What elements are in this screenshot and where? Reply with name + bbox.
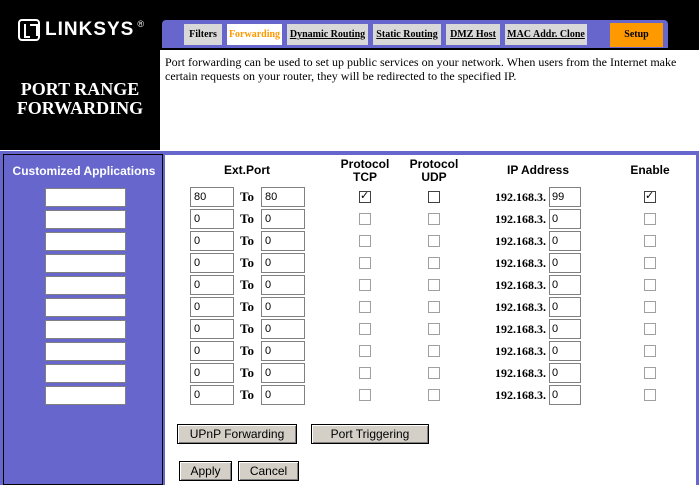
protocol-tcp-checkbox[interactable]	[359, 257, 371, 269]
application-name-input[interactable]	[45, 188, 126, 207]
ip-last-octet-input[interactable]: 99	[549, 187, 581, 207]
protocol-tcp-checkbox[interactable]	[359, 367, 371, 379]
tab-dmz-host[interactable]: DMZ Host	[446, 24, 500, 45]
protocol-tcp-checkbox[interactable]	[359, 191, 371, 203]
customized-applications-header: Customized Applications	[12, 164, 156, 178]
protocol-tcp-header-line-2: TCP	[353, 170, 377, 184]
ext-port-end-input[interactable]: 0	[261, 253, 305, 273]
ip-prefix-label: 192.168.3.	[495, 300, 546, 314]
ext-port-header: Ext.Port	[223, 163, 270, 177]
page-title	[0, 80, 160, 118]
enable-checkbox[interactable]	[644, 235, 656, 247]
enable-checkbox[interactable]	[644, 257, 656, 269]
protocol-tcp-header	[336, 158, 394, 184]
protocol-tcp-checkbox[interactable]	[359, 389, 371, 401]
protocol-tcp-checkbox[interactable]	[359, 213, 371, 225]
logo-registered-mark: ®	[137, 19, 144, 29]
cancel-button[interactable]: Cancel	[238, 461, 299, 481]
tab-filters[interactable]: Filters	[184, 24, 222, 45]
application-name-input[interactable]	[45, 386, 126, 405]
logo-text: LINKSYS	[45, 19, 135, 40]
protocol-udp-header-line-2: UDP	[421, 170, 447, 184]
ext-port-start-input[interactable]: 0	[190, 275, 234, 295]
ip-prefix-label: 192.168.3.	[495, 278, 546, 292]
enable-checkbox[interactable]	[644, 301, 656, 313]
tab-mac-addr-clone[interactable]: MAC Addr. Clone	[505, 24, 587, 45]
ext-port-end-input[interactable]: 0	[261, 319, 305, 339]
page-title-block	[0, 50, 160, 150]
to-label: To	[240, 255, 254, 270]
to-label: To	[240, 365, 254, 380]
to-label: To	[240, 189, 254, 204]
application-name-input[interactable]	[45, 254, 126, 273]
ip-prefix-label: 192.168.3.	[495, 388, 546, 402]
to-label: To	[240, 387, 254, 402]
ip-prefix-label: 192.168.3.	[495, 190, 546, 204]
ext-port-end-input[interactable]: 0	[261, 275, 305, 295]
upnp-forwarding-button[interactable]: UPnP Forwarding	[177, 424, 297, 444]
protocol-udp-checkbox[interactable]	[428, 279, 440, 291]
ext-port-start-input[interactable]: 0	[190, 253, 234, 273]
application-name-input[interactable]	[45, 276, 126, 295]
protocol-udp-checkbox[interactable]	[428, 213, 440, 225]
to-label: To	[240, 343, 254, 358]
ip-last-octet-input[interactable]: 0	[549, 297, 581, 317]
application-name-input[interactable]	[45, 364, 126, 383]
protocol-tcp-checkbox[interactable]	[359, 345, 371, 357]
ext-port-end-input[interactable]: 0	[261, 363, 305, 383]
protocol-tcp-checkbox[interactable]	[359, 235, 371, 247]
ip-last-octet-input[interactable]: 0	[549, 231, 581, 251]
application-name-input[interactable]	[45, 232, 126, 251]
page-title-line-1: PORT RANGE	[20, 79, 140, 99]
ext-port-start-input[interactable]: 0	[190, 341, 234, 361]
protocol-tcp-checkbox[interactable]	[359, 279, 371, 291]
ext-port-end-input[interactable]: 0	[261, 231, 305, 251]
port-triggering-button[interactable]: Port Triggering	[311, 424, 429, 444]
to-label: To	[240, 277, 254, 292]
ext-port-end-input[interactable]: 0	[261, 297, 305, 317]
enable-checkbox[interactable]	[644, 279, 656, 291]
protocol-udp-checkbox[interactable]	[428, 345, 440, 357]
protocol-tcp-header-line-1: Protocol	[340, 157, 390, 171]
ip-last-octet-input[interactable]: 0	[549, 341, 581, 361]
to-label: To	[240, 321, 254, 336]
ip-prefix-label: 192.168.3.	[495, 256, 546, 270]
protocol-udp-checkbox[interactable]	[428, 257, 440, 269]
enable-checkbox[interactable]	[644, 389, 656, 401]
enable-checkbox[interactable]	[644, 367, 656, 379]
tab-dynamic-routing[interactable]: Dynamic Routing	[287, 24, 368, 45]
enable-checkbox[interactable]	[644, 345, 656, 357]
ip-last-octet-input[interactable]: 0	[549, 209, 581, 229]
application-name-input[interactable]	[45, 342, 126, 361]
protocol-udp-checkbox[interactable]	[428, 301, 440, 313]
protocol-udp-checkbox[interactable]	[428, 367, 440, 379]
application-name-input[interactable]	[45, 320, 126, 339]
ip-prefix-label: 192.168.3.	[495, 322, 546, 336]
protocol-tcp-checkbox[interactable]	[359, 301, 371, 313]
to-label: To	[240, 233, 254, 248]
ext-port-start-input[interactable]: 0	[190, 385, 234, 405]
ext-port-end-input[interactable]: 0	[261, 385, 305, 405]
to-label: To	[240, 211, 254, 226]
ip-last-octet-input[interactable]: 0	[549, 363, 581, 383]
application-name-input[interactable]	[45, 210, 126, 229]
ip-prefix-label: 192.168.3.	[495, 366, 546, 380]
tab-setup[interactable]: Setup	[610, 23, 663, 47]
ext-port-start-input[interactable]: 0	[190, 209, 234, 229]
tab-forwarding[interactable]: Forwarding	[227, 24, 282, 45]
protocol-udp-header	[405, 158, 463, 184]
ext-port-end-input[interactable]: 0	[261, 209, 305, 229]
ext-port-start-input[interactable]: 0	[190, 319, 234, 339]
ext-port-start-input[interactable]: 80	[190, 187, 234, 207]
protocol-tcp-checkbox[interactable]	[359, 323, 371, 335]
to-label: To	[240, 299, 254, 314]
ip-last-octet-input[interactable]: 0	[549, 275, 581, 295]
ip-prefix-label: 192.168.3.	[495, 344, 546, 358]
ext-port-start-input[interactable]: 0	[190, 363, 234, 383]
apply-button[interactable]: Apply	[179, 461, 232, 481]
ip-last-octet-input[interactable]: 0	[549, 319, 581, 339]
ip-prefix-label: 192.168.3.	[495, 212, 546, 226]
enable-checkbox[interactable]	[644, 213, 656, 225]
linksys-logo	[18, 17, 144, 43]
ext-port-start-input[interactable]: 0	[190, 297, 234, 317]
page-title-line-2: FORWARDING	[16, 98, 144, 118]
protocol-udp-checkbox[interactable]	[428, 235, 440, 247]
tab-bar	[162, 20, 668, 48]
ip-address-header: IP Address	[506, 163, 570, 177]
enable-checkbox[interactable]	[644, 323, 656, 335]
protocol-udp-checkbox[interactable]	[428, 191, 440, 203]
application-name-input[interactable]	[45, 298, 126, 317]
ip-prefix-label: 192.168.3.	[495, 234, 546, 248]
ip-last-octet-input[interactable]: 0	[549, 253, 581, 273]
ip-last-octet-input[interactable]: 0	[549, 385, 581, 405]
enable-checkbox[interactable]	[644, 191, 656, 203]
protocol-udp-checkbox[interactable]	[428, 323, 440, 335]
tab-static-routing[interactable]: Static Routing	[373, 24, 441, 45]
enable-header: Enable	[630, 163, 670, 177]
linksys-logo-icon	[18, 19, 40, 41]
ext-port-start-input[interactable]: 0	[190, 231, 234, 251]
protocol-udp-header-line-1: Protocol	[409, 157, 459, 171]
ext-port-end-input[interactable]: 80	[261, 187, 305, 207]
page-description: Port forwarding can be used to set up public services on your network. When users from the Internet make certain requests on your router, they will be redirected to the specified IP.	[165, 55, 677, 83]
ext-port-end-input[interactable]: 0	[261, 341, 305, 361]
protocol-udp-checkbox[interactable]	[428, 389, 440, 401]
